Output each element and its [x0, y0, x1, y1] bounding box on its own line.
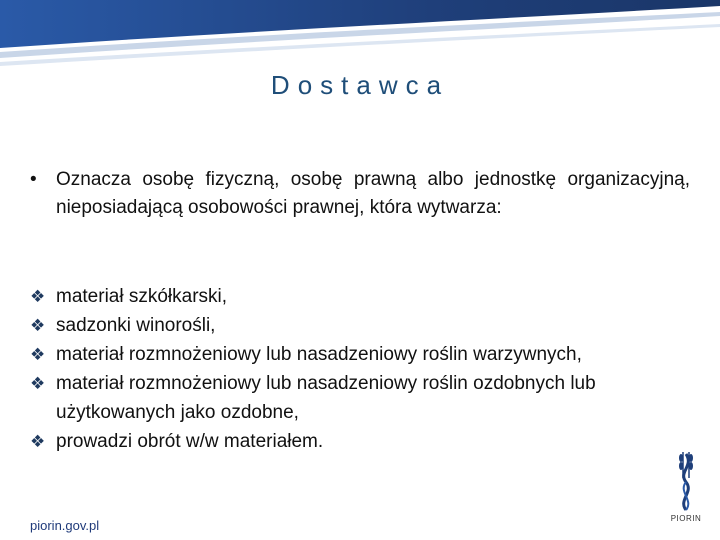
piorin-logo [660, 448, 712, 528]
logo-text: PIORIN [670, 514, 702, 523]
header-band [0, 0, 720, 80]
diamond-bullet-icon: ❖ [30, 374, 46, 393]
list-item [30, 369, 700, 427]
intro-paragraph [30, 166, 690, 222]
diamond-bullet-icon: ❖ [30, 432, 46, 451]
footer-url[interactable]: piorin.gov.pl [30, 518, 100, 533]
diamond-bullet-icon: ❖ [30, 345, 46, 364]
item-list [30, 282, 700, 456]
intro-text: Oznacza osobę fizyczną, osobę prawną albo jednostkę organizacyjną, nieposiadającą osobowości prawnej, która wytwarza: [56, 169, 690, 218]
diamond-bullet-icon: ❖ [30, 287, 46, 306]
diamond-bullet-icon: ❖ [30, 316, 46, 335]
wheat-logo-icon [660, 448, 712, 514]
list-item-text: materiał rozmnożeniowy lub nasadzeniowy roślin warzywnych, [56, 344, 582, 365]
list-item-text: materiał szkółkarski, [56, 286, 228, 307]
list-item [30, 340, 700, 369]
list-item [30, 282, 700, 311]
list-item-text: prowadzi obrót w/w materiałem. [56, 431, 324, 452]
list-item-text: sadzonki winorośli, [56, 315, 216, 336]
bullet-dot: • [30, 169, 37, 190]
list-item-text: materiał rozmnożeniowy lub nasadzeniowy roślin ozdobnych lub użytkowanych jako ozdobne, [56, 373, 596, 423]
list-item [30, 311, 700, 340]
slide-title: Dostawca [270, 70, 450, 100]
list-item [30, 427, 700, 456]
